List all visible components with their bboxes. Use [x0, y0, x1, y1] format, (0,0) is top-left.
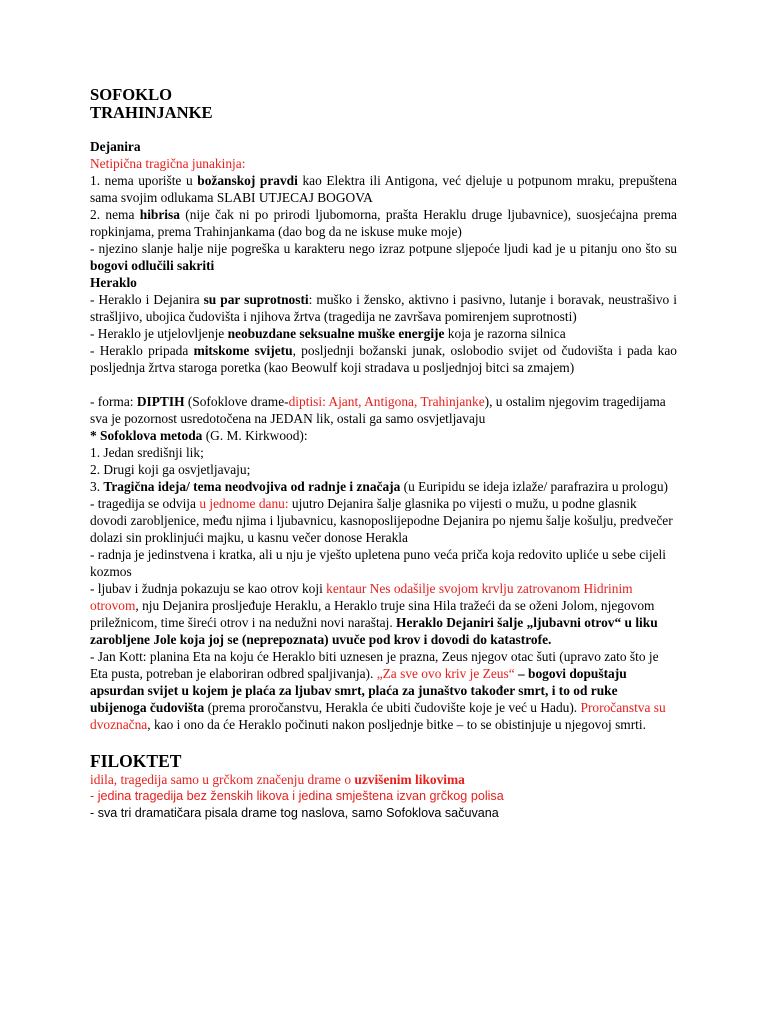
kott-paragraph: - Jan Kott: planina Eta na koju će Heraklo biti uznesen je prazna, Zeus njegov otac šuti (upravo zato što je Eta pusta, potreban je elaboriran odbred spaljivanja). „Za sve ovo kriv je Zeus“ – bogovi dopuštaju apsurdan svijet u kojem je plaća za ljubav smrt, plaća za junaštvo također smrt, i to od ruke ubijenoga čudovišta (prema proročanstvu, Herakla će ubiti čudovište koje je već u Hadu). Proročanstva su dvoznačna, kao i ono da će Heraklo počinuti nakon posljednje bitke – to se obistinjuje u njegovoj smrti. [90, 649, 666, 732]
title-author: SOFOKLO [90, 85, 173, 104]
heading-dejanira: Dejanira [90, 139, 141, 154]
tragedy-day-paragraph: - tragedija se odvija u jednome danu: ujutro Dejanira šalje glasnika po vijesti o mužu, u podne glasnik dovodi zarobljenice, među njima i ljubavnicu, kasnoposlijepodne Dejanira po njemu šalje košulju, predvečer dolazi sin proklinjući majku, u kasnu večer donose Herakla [90, 496, 673, 545]
dejanira-point-2: 2. nema hibrisa (nije čak ni po prirodi ljubomorna, prašta Heraklu druge ljubavnice), suosjećajna prema ropkinjama, prema Trahinjankama (dao bog da ne iskuse muke moje) [90, 207, 677, 239]
metoda-line: * Sofoklova metoda (G. M. Kirkwood): [90, 428, 308, 443]
heraklo-point-3: - Heraklo pripada mitskome svijetu, posljednji božanski junak, oslobodio svijet od čudovišta i pada kao posljednja žrtva staroga poretka (kao Beowulf koji stradava u posljednjoj bitci sa zmajem) [90, 343, 677, 375]
dejanira-intro: Netipična tragična junakinja: [90, 156, 246, 171]
metoda-item-2: 2. Drugi koji ga osvjetljavaju; [90, 462, 251, 477]
metoda-item-3: 3. Tragična ideja/ tema neodvojiva od radnje i značaja (u Euripidu se ideja izlaže/ parafrazira u prologu) [90, 479, 669, 494]
heading-heraklo: Heraklo [90, 275, 137, 290]
dejanira-point-1: 1. nema uporište u božanskoj pravdi kao Elektra ili Antigona, već djeluje u potpunom mraku, prepuštena sama svojim odlukama SLABI UTJECAJ BOGOVA [90, 173, 677, 205]
forma-paragraph: - forma: DIPTIH (Sofoklove drame-diptisi: Ajant, Antigona, Trahinjanke), u ostalim njegovim tragedijama sva je pozornost usredotočena na JEDAN lik, ostali ga samo osvjetljavaju [90, 394, 666, 426]
title-play: TRAHINJANKE [90, 103, 213, 122]
heading-filoktet: FILOKTET [90, 751, 182, 771]
plot-paragraph: - radnja je jedinstvena i kratka, ali u nju je vješto upletena puno veća priča koja redovito upliće u sebe cijeli kozmos [90, 547, 666, 579]
filoktet-line-1: idila, tragedija samo u grčkom značenju drame o uzvišenim likovima [90, 772, 465, 787]
dejanira-point-3: - njezino slanje halje nije pogreška u karakteru nego izraz potpune sljepoće ljudi kad je u pitanju ono što su bogovi odlučili sakriti [90, 241, 677, 273]
heraklo-point-2: - Heraklo je utjelovljenje neobuzdane seksualne muške energije koja je razorna silnica [90, 326, 566, 341]
metoda-item-1: 1. Jedan središnji lik; [90, 445, 204, 460]
filoktet-line-2: - jedina tragedija bez ženskih likova i jedina smještena izvan grčkog polisa [90, 789, 504, 803]
filoktet-line-3: - sva tri dramatičara pisala drame tog naslova, samo Sofoklova sačuvana [90, 806, 499, 820]
heraklo-point-1: - Heraklo i Dejanira su par suprotnosti: muško i žensko, aktivno i pasivno, lutanje i boravak, neustrašivo i strašljivo, ubojica čudovišta i njihova žrtva (tragedija ne završava pomirenjem suprotnosti) [90, 292, 677, 324]
poison-paragraph: - ljubav i žudnja pokazuju se kao otrov koji kentaur Nes odašilje svojom krvlju zatrovanom Hidrinim otrovom, nju Dejanira prosljeđuje Heraklu, a Heraklo truje sina Hila tražeći da se oženi Jolom, njegovom priležnicom, time šireći otrov i na nedužni novi naraštaj. Heraklo Dejaniri šalje „ljubavni otrov“ u liku zarobljene Jole koja joj se (neprepoznata) uvuče pod krov i dovodi do katastrofe. [90, 581, 658, 647]
document-page [90, 86, 677, 822]
